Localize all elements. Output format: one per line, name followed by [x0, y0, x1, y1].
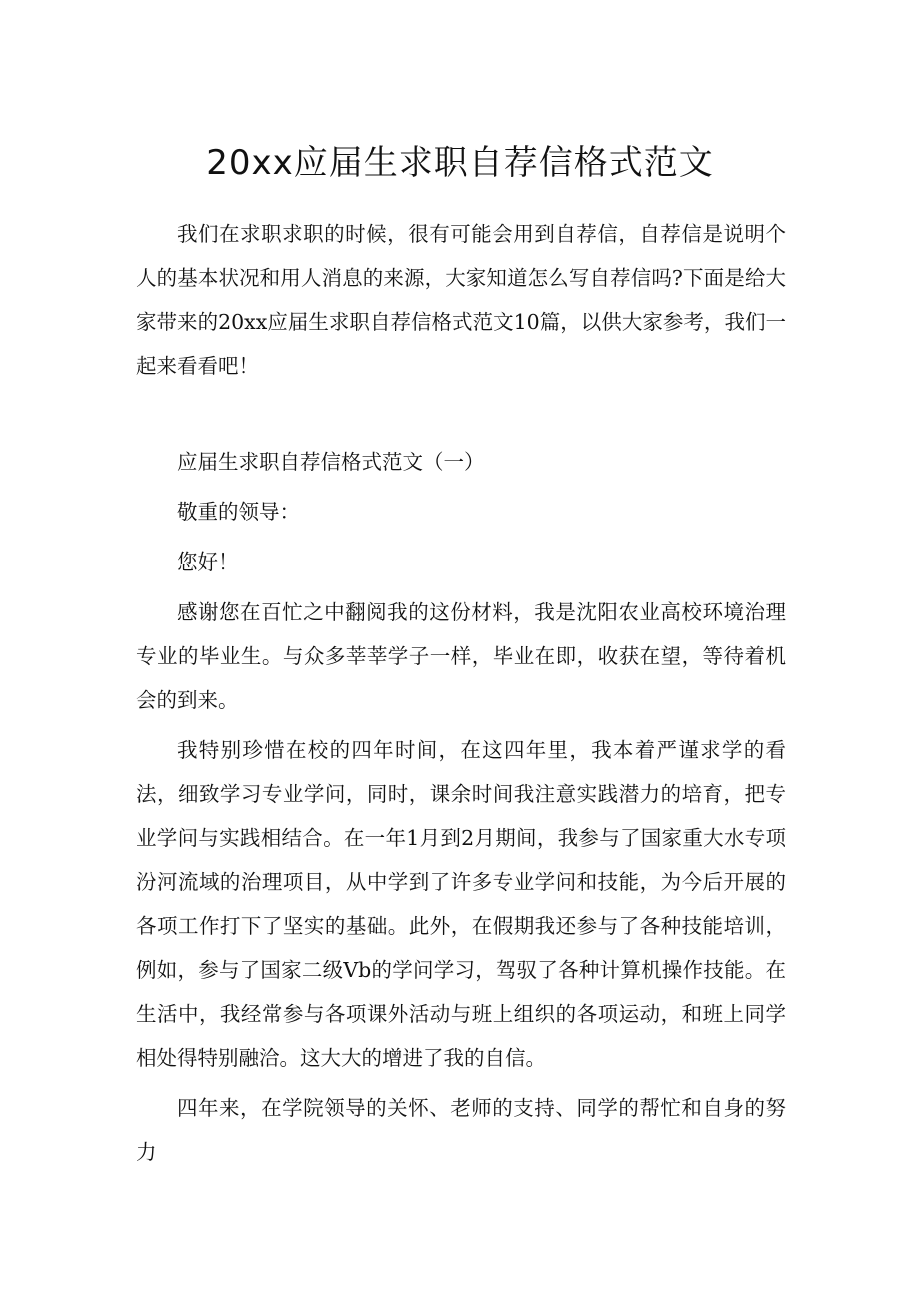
- section-heading: 应届生求职自荐信格式范文（一）: [177, 450, 485, 474]
- body-paragraph: 四年来，在学院领导的关怀、老师的支持、同学的帮忙和自身的努力: [136, 1096, 786, 1164]
- salutation: 敬重的领导：: [177, 500, 300, 524]
- intro-paragraph: 我们在求职求职的时候，很有可能会用到自荐信，自荐信是说明个人的基本状况和用人消息的来源，大家知道怎么写自荐信吗?下面是给大家带来的20xx应届生求职自荐信格式范文10篇，以供大家参考，我们一起来看看吧！: [136, 222, 786, 378]
- spacer: [136, 388, 786, 440]
- body-paragraph: 感谢您在百忙之中翻阅我的这份材料，我是沈阳农业高校环境治理专业的毕业生。与众多莘莘学子一样，毕业在即，收获在望，等待着机会的到来。: [136, 600, 786, 712]
- document-title: 20xx应届生求职自荐信格式范文: [206, 143, 714, 183]
- body-paragraph: 我特别珍惜在校的四年时间，在这四年里，我本着严谨求学的看法，细致学习专业学问，同时，课余时间我注意实践潜力的培育，把专业学问与实践相结合。在一年1月到2月期间，我参与了国家重大水专项汾河流域的治理项目，从中学到了许多专业学问和技能，为今后开展的各项工作打下了坚实的基础。此外，在假期我还参与了各种技能培训，例如，参与了国家二级Vb的学问学习，驾驭了各种计算机操作技能。在生活中，我经常参与各项课外活动与班上组织的各项运动，和班上同学相处得特别融洽。这大大的增进了我的自信。: [136, 738, 786, 1070]
- greeting: 您好！: [177, 550, 239, 574]
- document-body: [136, 212, 786, 1174]
